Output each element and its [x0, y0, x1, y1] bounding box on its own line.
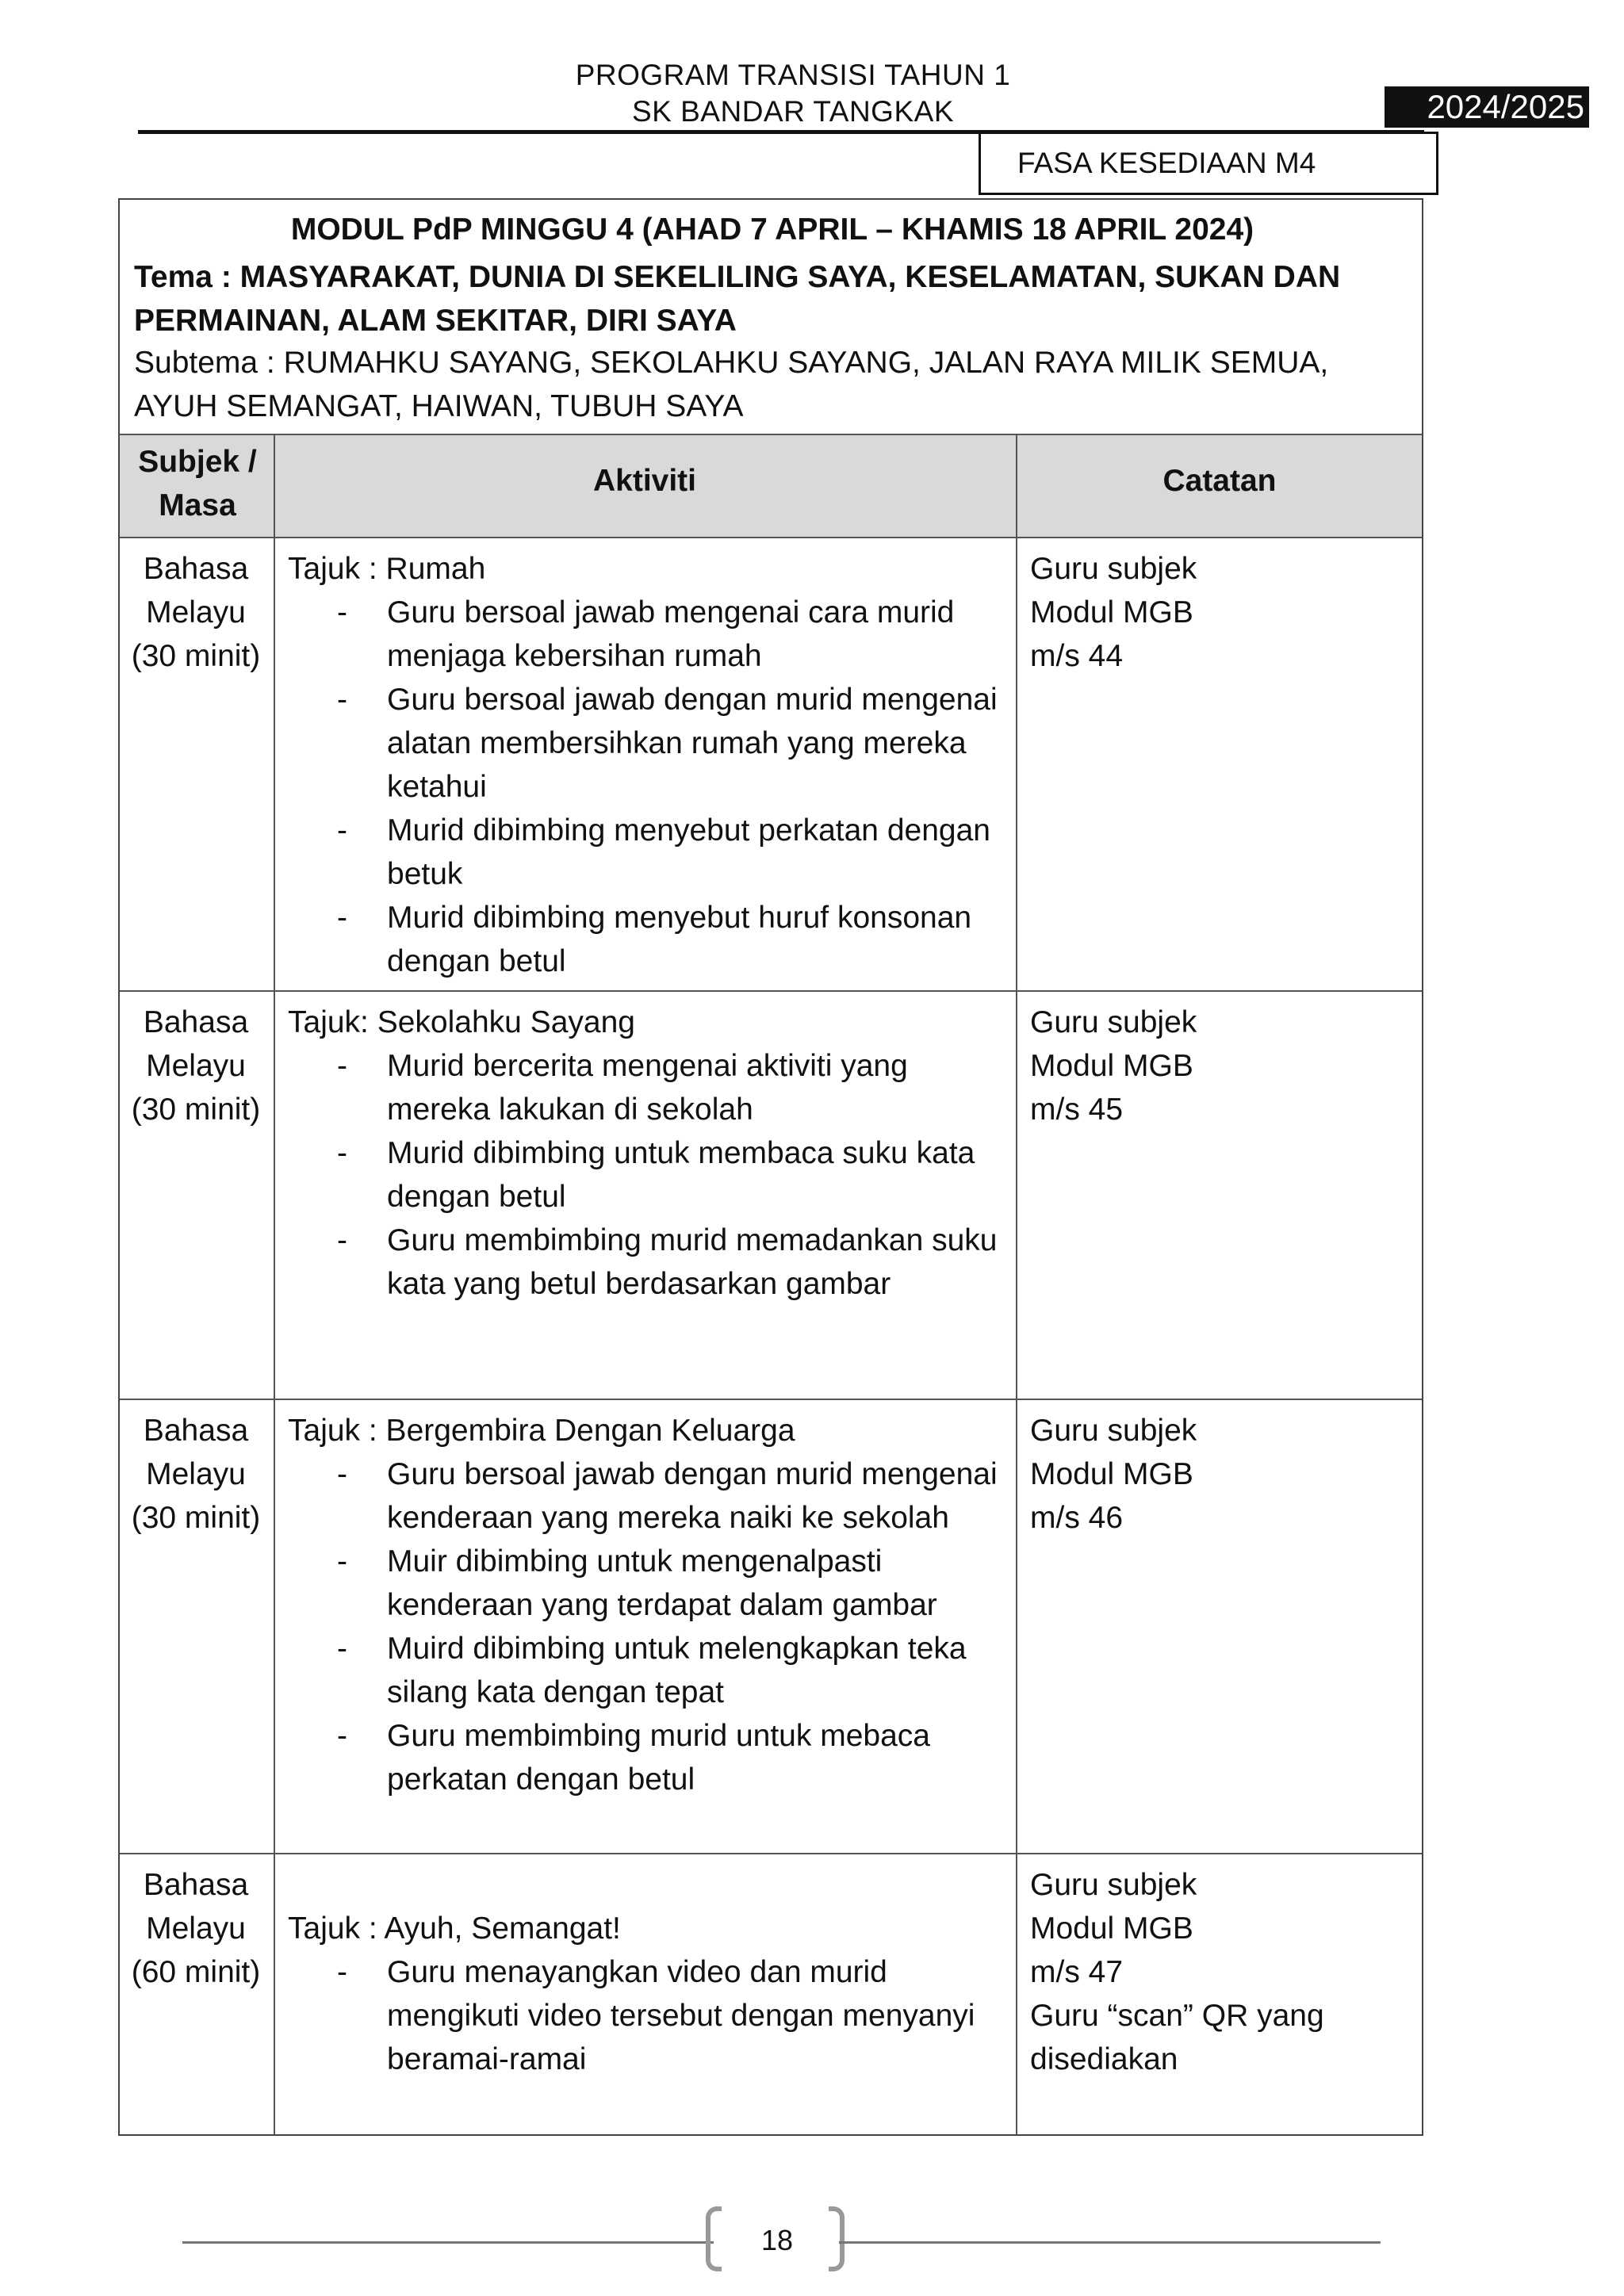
activity-title: Tajuk : Bergembira Dengan Keluarga	[288, 1414, 795, 1448]
page-number: 18	[760, 2224, 794, 2256]
list-item: - Muird dibimbing untuk melengkapkan teka silang kata dengan tepat	[337, 1632, 967, 1709]
header-school-name: SK BANDAR TANGKAK	[631, 95, 954, 128]
phase-label-box: FASA KESEDIAAN M4	[979, 132, 1438, 195]
list-item: - Guru bersoal jawab dengan murid mengenai alatan membersihkan rumah yang mereka ketahui	[337, 683, 998, 804]
activity-title: Tajuk : Rumah	[288, 552, 486, 586]
column-divider	[274, 434, 275, 2134]
table-rule	[120, 1399, 1422, 1400]
column-divider	[1016, 434, 1017, 2134]
header-notes: Catatan	[1162, 464, 1277, 498]
list-item: - Murid bercerita mengenai aktiviti yang mereka lakukan di sekolah	[337, 1049, 908, 1127]
right-brace-icon	[829, 2206, 845, 2271]
row-subject: Bahasa Melayu (60 minit)	[131, 1868, 261, 1989]
module-table	[118, 198, 1423, 2136]
left-brace-icon	[706, 2206, 722, 2271]
row-activity	[288, 1001, 1002, 1306]
table-rule	[120, 537, 1422, 538]
footer-rule-right	[839, 2241, 1381, 2244]
list-item: - Guru bersoal jawab dengan murid mengenai kenderaan yang mereka naiki ke sekolah	[337, 1457, 998, 1535]
activity-list	[288, 1044, 1002, 1306]
row-activity	[288, 547, 1002, 983]
header-subject: Subjek / Masa	[138, 445, 257, 522]
list-item: - Murid dibimbing untuk membaca suku kata dengan betul	[337, 1136, 975, 1214]
activity-list	[288, 591, 1002, 983]
list-item: - Guru membimbing murid untuk mebaca perkatan dengan betul	[337, 1719, 930, 1797]
list-item: - Muir dibimbing untuk mengenalpasti kenderaan yang terdapat dalam gambar	[337, 1544, 937, 1622]
module-title: MODUL PdP MINGGU 4 (AHAD 7 APRIL – KHAMIS 18 APRIL 2024)	[290, 212, 1254, 247]
footer-rule-left	[182, 2241, 714, 2244]
module-theme: Tema : MASYARAKAT, DUNIA DI SEKELILING SAYA, KESELAMATAN, SUKAN DAN PERMAINAN, ALAM SEKITAR, DIRI SAYA	[134, 260, 1341, 338]
row-notes: Guru subjek Modul MGB m/s 46	[1030, 1414, 1197, 1535]
header-program-title: PROGRAM TRANSISI TAHUN 1	[575, 59, 1011, 91]
list-item: - Murid dibimbing menyebut huruf konsonan dengan betul	[337, 901, 972, 978]
row-subject: Bahasa Melayu (30 minit)	[131, 552, 261, 673]
activity-title: Tajuk : Ayuh, Semangat!	[288, 1911, 621, 1946]
row-notes: Guru subjek Modul MGB m/s 47 Guru “scan” QR yang disediakan	[1030, 1868, 1324, 2076]
activity-title: Tajuk: Sekolahku Sayang	[288, 1005, 635, 1039]
row-activity	[288, 1409, 1002, 1801]
module-subtheme: Subtema : RUMAHKU SAYANG, SEKOLAHKU SAYANG, JALAN RAYA MILIK SEMUA, AYUH SEMANGAT, HAIWAN, TUBUH SAYA	[134, 346, 1329, 423]
row-notes: Guru subjek Modul MGB m/s 44	[1030, 552, 1197, 673]
list-item: - Guru membimbing murid memadankan suku kata yang betul berdasarkan gambar	[337, 1223, 998, 1301]
header-activity: Aktiviti	[592, 464, 697, 498]
list-item: - Guru menayangkan video dan murid mengikuti video tersebut dengan menyanyi beramai-ramai	[337, 1955, 975, 2076]
row-subject: Bahasa Melayu (30 minit)	[131, 1005, 261, 1127]
table-rule	[120, 990, 1422, 992]
row-notes: Guru subjek Modul MGB m/s 45	[1030, 1005, 1197, 1127]
list-item: - Guru bersoal jawab mengenai cara murid menjaga kebersihan rumah	[337, 595, 955, 673]
row-activity	[288, 1907, 1002, 2081]
activity-list	[288, 1950, 1002, 2081]
table-rule	[120, 1853, 1422, 1854]
list-item: - Murid dibimbing menyebut perkatan dengan betuk	[337, 813, 990, 891]
activity-list	[288, 1452, 1002, 1801]
year-badge: 2024/2025	[1385, 86, 1589, 128]
table-header-row	[120, 435, 1422, 537]
row-subject: Bahasa Melayu (30 minit)	[131, 1414, 261, 1535]
